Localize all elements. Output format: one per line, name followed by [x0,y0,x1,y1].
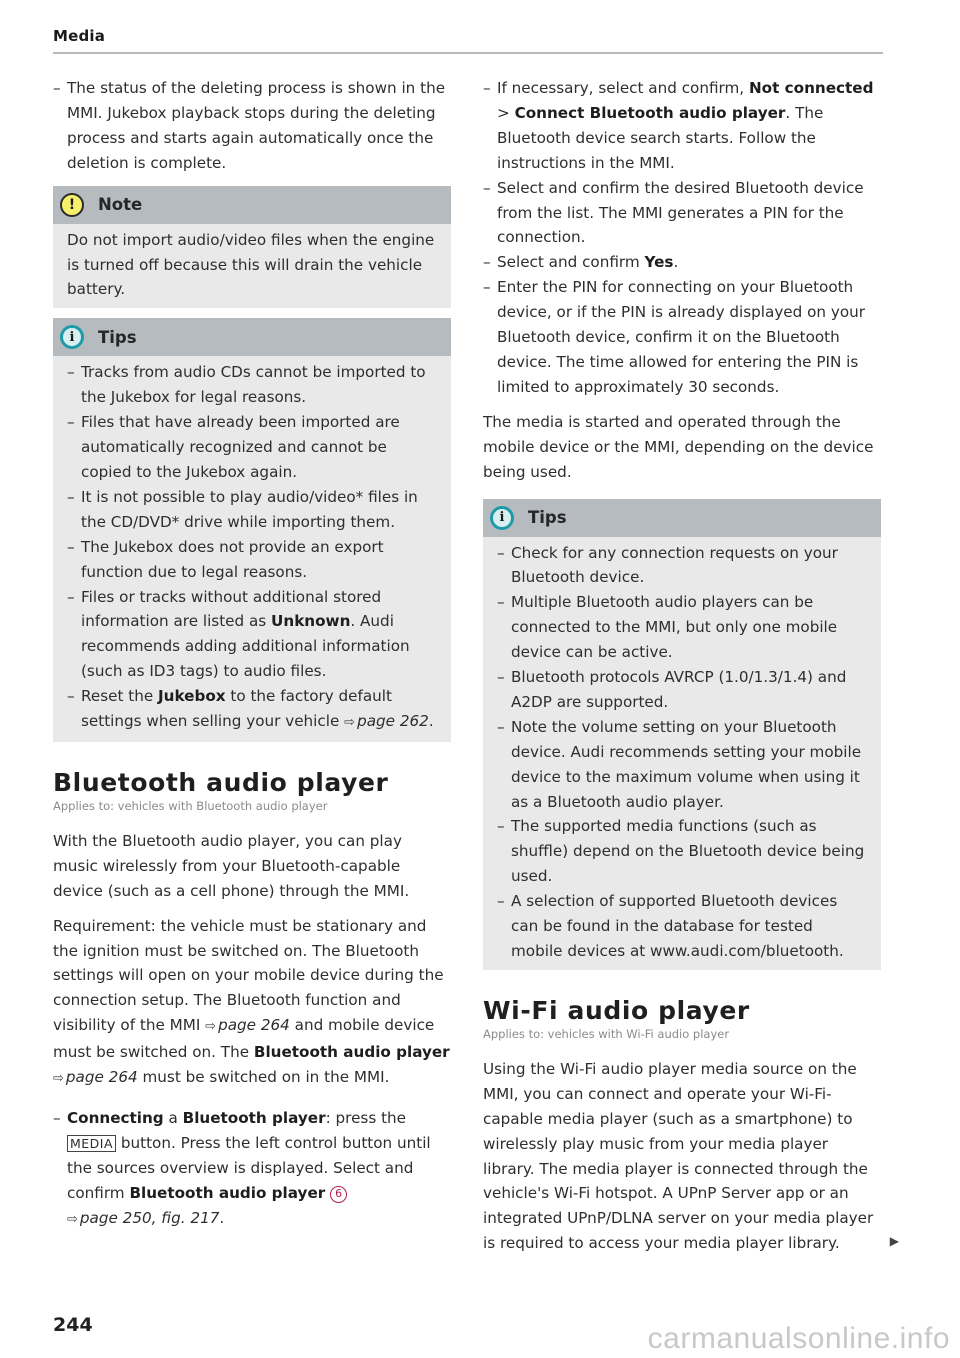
section-title: Media [53,27,106,45]
note-text: Do not import audio/video files when the engine is turned off because this will drain the vehicle battery. [67,230,435,299]
callout-number-icon: 6 [330,1186,347,1203]
tips-list [53,356,451,742]
term-jukebox: Jukebox [158,687,226,706]
tip-item: – Check for any connection requests on your Bluetooth device. [497,541,867,591]
tip-item: – Reset the Jukebox to the factory default settings when selling your vehicle ⇨ page 262. [67,684,437,736]
page-number: 244 [53,1314,93,1336]
tips-box [483,499,881,970]
page-reference-link[interactable]: page 262 [357,712,429,731]
list-item: – The status of the deleting process is shown in the MMI. Jukebox playback stops during the deleting process and starts again automatically once the deletion is complete. [53,76,451,176]
tips-title: Tips [528,508,567,527]
note-box [53,186,451,309]
watermark: carmanualsonline.info [647,1322,950,1355]
page-header [53,26,883,54]
connect-step: – Connecting a Bluetooth player: press the MEDIA button. Press the left control button until the sources overview is displayed. Select and confirm Bluetooth audio player 6 ⇨ page 250, fig. 217. [53,1106,451,1233]
term-unknown: Unknown [271,612,351,631]
page-reference-link[interactable]: page 264 [218,1016,290,1035]
tips-title: Tips [98,327,137,347]
bluetooth-requirement: Requirement: the vehicle must be stationary and the ignition must be switched on. The Bluetooth settings will open on your mobile device during the connection setup. The Bluetooth function and visibility of the MMI ⇨ page 264 and mobile device must be switched on. The Bluetooth audio player ⇨ page 264 must be switched on in the MMI. [53,916,450,1087]
left-column [53,76,451,1243]
tips-box-header [483,499,881,537]
tip-item: – Files that have already been imported are automatically recognized and cannot be copied to the Jukebox again. [67,410,437,485]
media-key: MEDIA [67,1135,116,1152]
tip-item: – A selection of supported Bluetooth devices can be found in the database for tested mobile devices at www.audi.com/bluetooth. [497,889,867,964]
tips-box-header [53,318,451,356]
tip-item: – Note the volume setting on your Bluetooth device. Audi recommends setting your mobile device to the maximum volume when using it as a Bluetooth audio player. [497,715,867,815]
section-heading-wifi: Wi-Fi audio player [483,995,750,1025]
note-box-header [53,186,451,224]
section-heading-bluetooth: Bluetooth audio player [53,767,389,797]
note-title: Note [98,195,143,215]
reference-arrow-icon: ⇨ [53,1071,64,1087]
tip-item: – The supported media functions (such as shuffle) depend on the Bluetooth device being used. [497,814,867,889]
warning-exclamation-icon: ! [60,193,84,217]
tip-item: – It is not possible to play audio/video* files in the CD/DVD* drive while importing them. [67,485,437,535]
info-icon: i [490,506,514,530]
reference-arrow-icon: ⇨ [344,715,356,731]
right-column [483,76,899,1266]
applies-to-note: Applies to: vehicles with Bluetooth audio player [53,798,328,813]
step-item: – Select and confirm the desired Bluetooth device from the list. The MMI generates a PIN for the connection. [483,176,881,251]
info-icon: i [60,325,84,349]
tip-item: – Files or tracks without additional stored information are listed as Unknown. Audi recommends adding additional information (such as ID3 tags) to audio files. [67,585,437,685]
reference-arrow-icon: ⇨ [205,1019,217,1035]
reference-arrow-icon: ⇨ [67,1211,78,1227]
tips-list [483,537,881,970]
wifi-intro: Using the Wi-Fi audio player media source on the MMI, you can connect and operate your Wi-Fi-capable media player (such as a smartphone) to wirelessly play music from your media player library. The media player is connected through the vehicle's Wi-Fi hotspot. A UPnP Server app or an integrated UPnP/DLNA server on your media player is required to access your media player library. ▶ [483,1059,899,1253]
continue-arrow-icon: ▶ [889,1234,899,1249]
tip-item: – Bluetooth protocols AVRCP (1.0/1.3/1.4) and A2DP are supported. [497,665,867,715]
tip-item: – Multiple Bluetooth audio players can be connected to the MMI, but only one mobile device can be active. [497,590,867,665]
tip-item: – The Jukebox does not provide an export function due to legal reasons. [67,535,437,585]
applies-to-note: Applies to: vehicles with Wi-Fi audio player [483,1026,730,1041]
tip-item: – Tracks from audio CDs cannot be imported to the Jukebox for legal reasons. [67,360,437,410]
page-reference-link[interactable]: page 250, fig. 217 [79,1208,220,1227]
tips-box [53,318,451,742]
bluetooth-intro: With the Bluetooth audio player, you can play music wirelessly from your Bluetooth-capable device (such as a cell phone) through the MMI. [53,831,410,900]
step-item: – Enter the PIN for connecting on your Bluetooth device, or if the PIN is already displayed on your Bluetooth device, confirm it on the Bluetooth device. The time allowed for entering the PIN is limited to approximately 30 seconds. [483,275,881,400]
page-reference-link[interactable]: page 264 [65,1068,138,1087]
media-operation-text: The media is started and operated through the mobile device or the MMI, depending on the device being used. [483,412,874,481]
step-item: – If necessary, select and confirm, Not connected > Connect Bluetooth audio player. The Bluetooth device search starts. Follow the instructions in the MMI. [483,76,881,176]
step-item: – Select and confirm Yes. [483,250,881,275]
